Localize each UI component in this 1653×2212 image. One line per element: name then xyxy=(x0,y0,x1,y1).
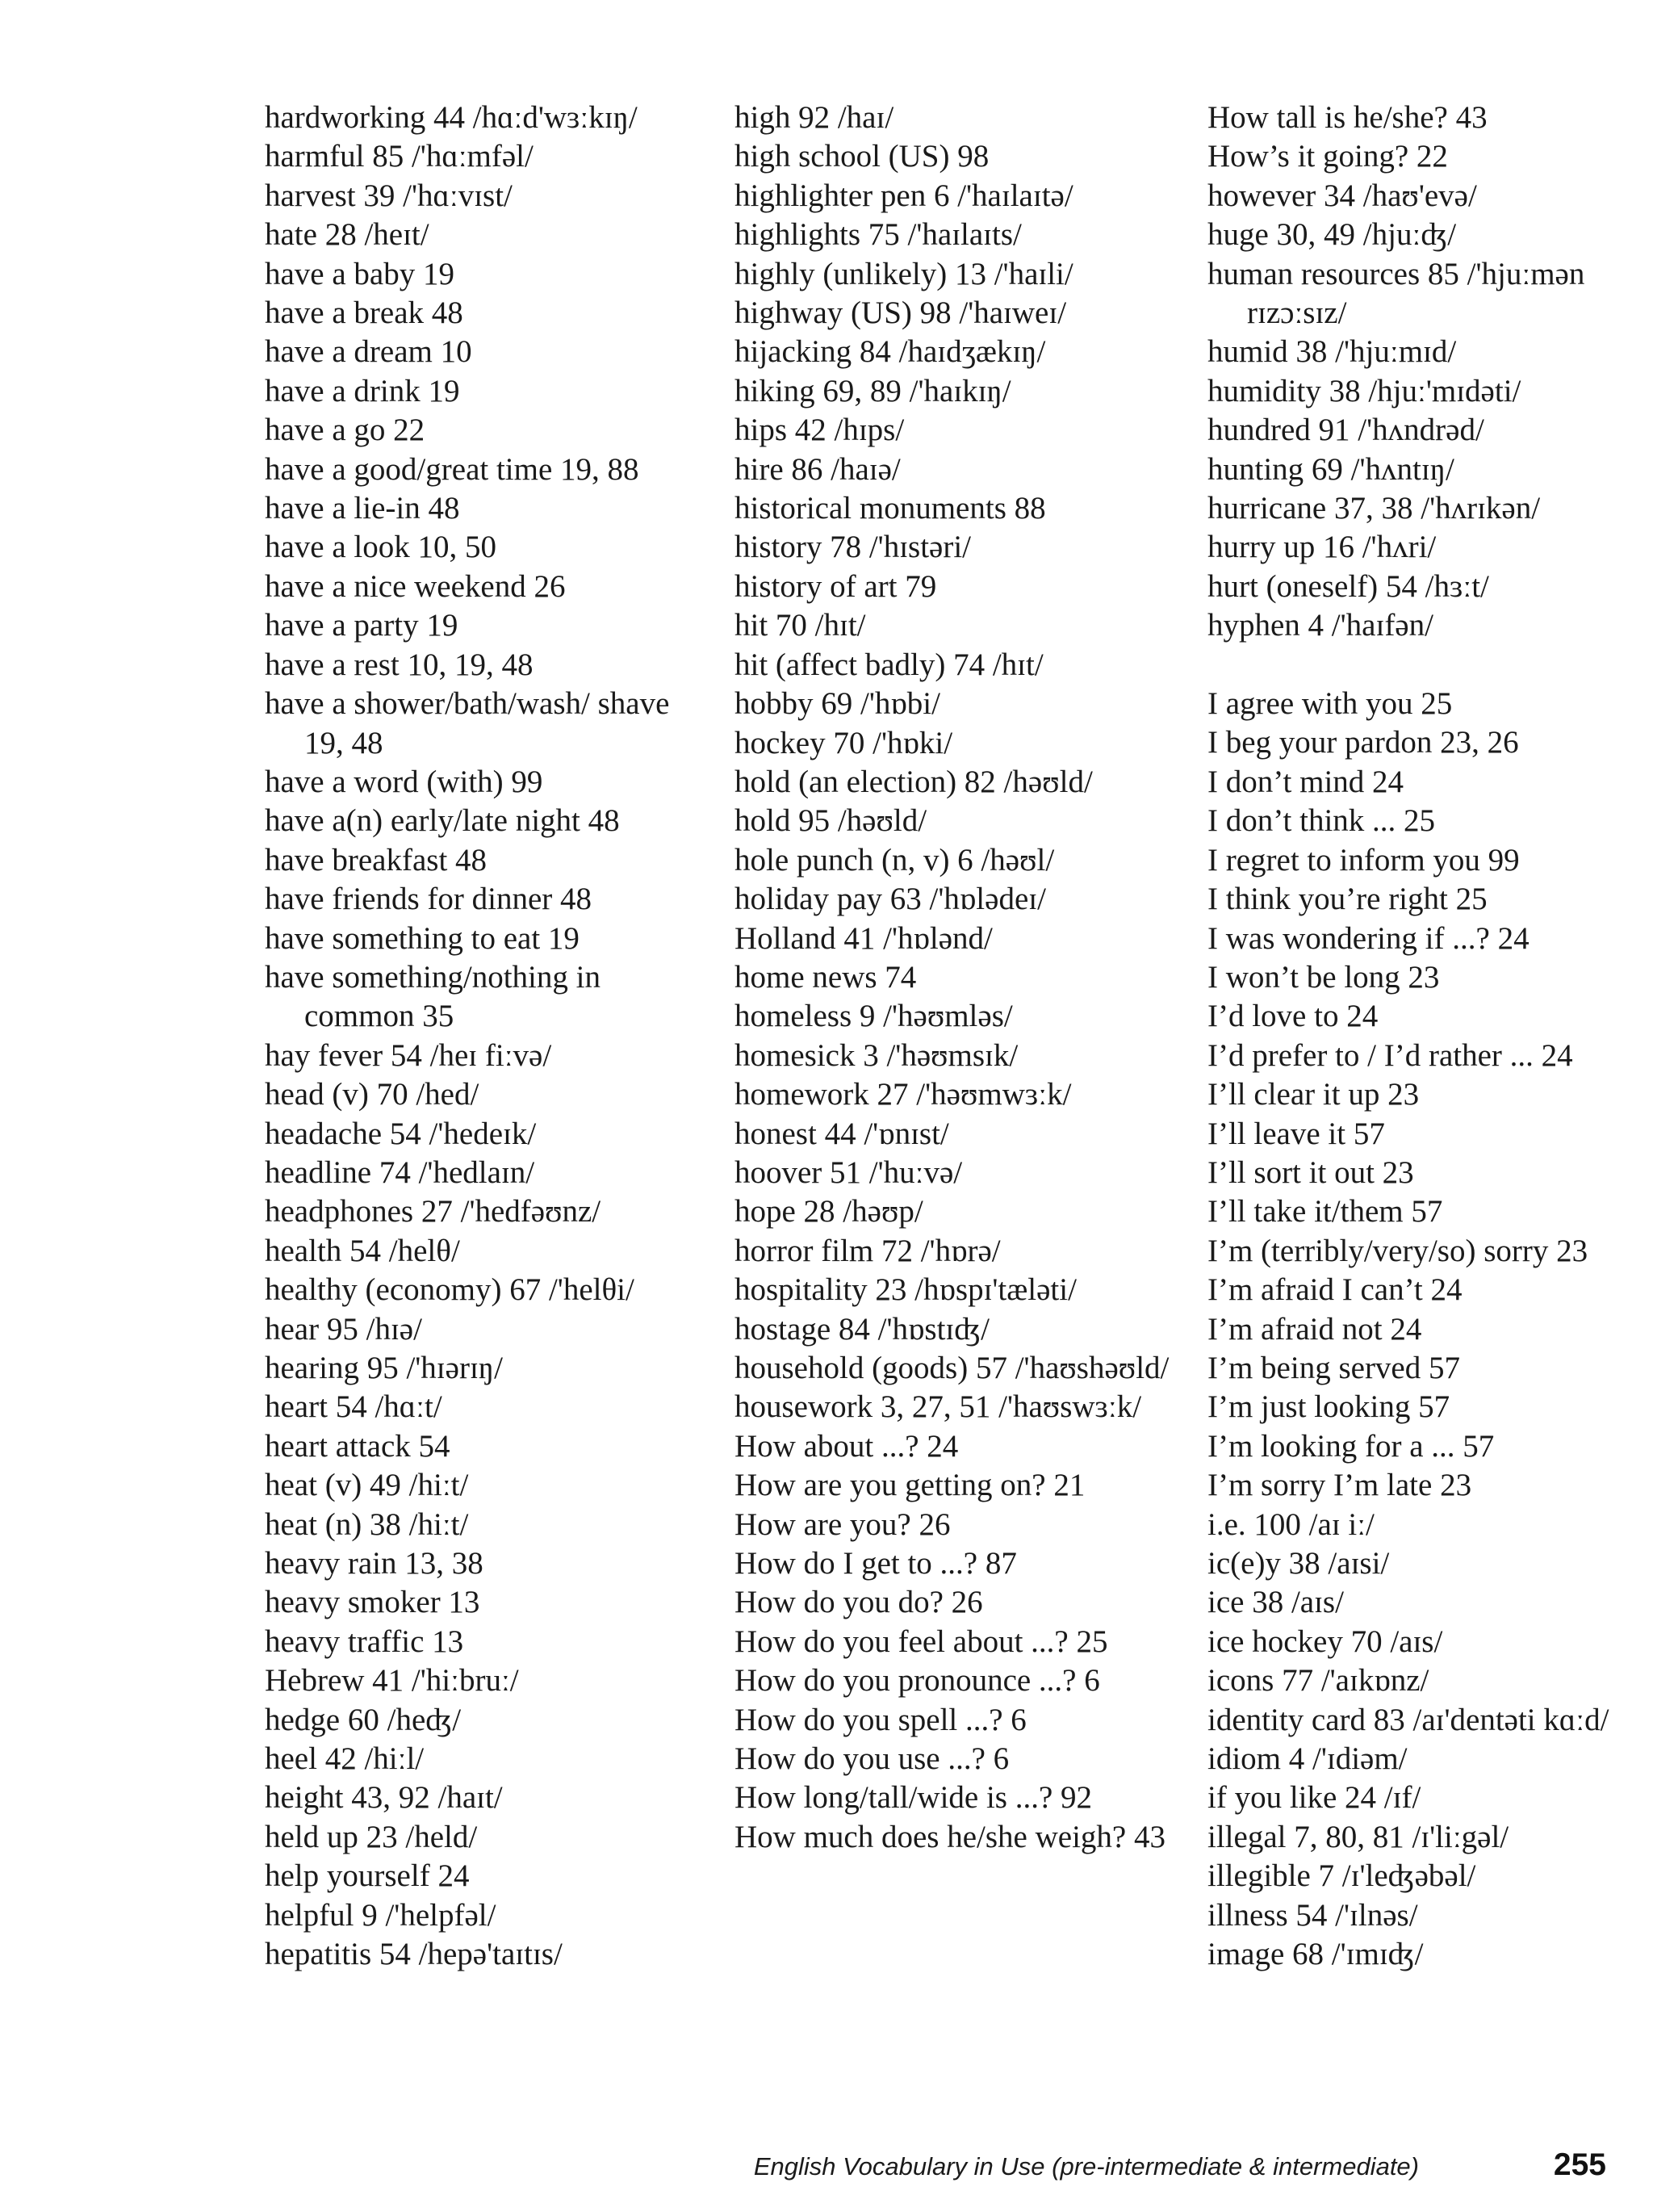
index-entry: ic(e)y 38 /aɪsi/ xyxy=(1207,1546,1390,1581)
index-entry: hay fever 54 /heɪ fiːvə/ xyxy=(265,1037,552,1073)
index-entry: How are you getting on? 21 xyxy=(734,1468,1086,1503)
index-entry: I’m (terribly/very/so) sorry 23 xyxy=(1207,1233,1588,1268)
index-entry: hundred 91 /'hʌndrəd/ xyxy=(1207,413,1484,448)
index-entry: I’m just looking 57 xyxy=(1207,1389,1450,1425)
index-entry: hyphen 4 /'haɪfən/ xyxy=(1207,608,1433,643)
index-entry: ice 38 /aɪs/ xyxy=(1207,1585,1344,1620)
index-entry: hepatitis 54 /hepə'taɪtɪs/ xyxy=(265,1937,563,1972)
index-entry: hiking 69, 89 /'haɪkɪŋ/ xyxy=(734,373,1011,408)
index-entry: holiday pay 63 /'hɒlədeɪ/ xyxy=(734,882,1046,917)
index-entry: high 92 /haɪ/ xyxy=(734,100,894,135)
index-entry: Holland 41 /'hɒlənd/ xyxy=(734,920,993,956)
index-entry: image 68 /'ɪmɪʤ/ xyxy=(1207,1937,1424,1972)
index-entry: How about ...? 24 xyxy=(734,1428,959,1464)
index-entry: I agree with you 25 xyxy=(1207,686,1453,722)
index-entry: help yourself 24 xyxy=(265,1858,470,1894)
index-entry: I’ll clear it up 23 xyxy=(1207,1077,1420,1112)
index-entry: identity card 83 /aɪ'dentəti kɑːd/ xyxy=(1207,1702,1609,1737)
index-entry: have a nice weekend 26 xyxy=(265,568,566,604)
index-entry: homework 27 /'həʊmwɜːk/ xyxy=(734,1077,1072,1112)
index-column-1 xyxy=(265,98,701,1975)
index-entry: height 43, 92 /haɪt/ xyxy=(265,1780,503,1816)
index-entry: How’s it going? 22 xyxy=(1207,139,1448,174)
index-entry: have a rest 10, 19, 48 xyxy=(265,647,534,682)
book-title: English Vocabulary in Use (pre-intermediate & intermediate) xyxy=(753,2152,1419,2181)
index-entry: hire 86 /haɪə/ xyxy=(734,451,901,487)
index-entry: have a lie-in 48 xyxy=(265,491,460,526)
index-entry: history 78 /'hɪstəri/ xyxy=(734,530,972,565)
index-entry: hold 95 /həʊld/ xyxy=(734,803,927,839)
index-entry: How do you use ...? 6 xyxy=(734,1741,1010,1777)
index-entry: hips 42 /hɪps/ xyxy=(734,413,905,448)
index-entry: hear 95 /hɪə/ xyxy=(265,1311,422,1347)
index-entry: harvest 39 /'hɑːvɪst/ xyxy=(265,178,513,213)
index-entry: heavy traffic 13 xyxy=(265,1623,464,1659)
index-entry: human resources 85 /'hjuːmən rɪzɔːsɪz/ xyxy=(1207,256,1585,331)
index-entry: history of art 79 xyxy=(734,568,937,604)
index-entry: I’m afraid not 24 xyxy=(1207,1311,1422,1347)
index-entry: headline 74 /'hedlaɪn/ xyxy=(265,1154,535,1190)
index-entry: heart 54 /hɑːt/ xyxy=(265,1389,442,1425)
index-entry: head (v) 70 /hed/ xyxy=(265,1077,479,1112)
index-entry: held up 23 /held/ xyxy=(265,1819,478,1854)
index-entry: hoover 51 /'huːvə/ xyxy=(734,1154,963,1190)
index-entry: heart attack 54 xyxy=(265,1428,450,1464)
index-entry: illness 54 /'ɪlnəs/ xyxy=(1207,1897,1418,1933)
index-entry: I think you’re right 25 xyxy=(1207,882,1488,917)
index-entry: have a break 48 xyxy=(265,295,463,331)
index-entry: have a drink 19 xyxy=(265,373,460,408)
index-entry: hockey 70 /'hɒki/ xyxy=(734,725,953,760)
index-entry: headphones 27 /'hedfəʊnz/ xyxy=(265,1194,601,1230)
index-entry: home news 74 xyxy=(734,959,917,995)
index-entry: helpful 9 /'helpfəl/ xyxy=(265,1897,496,1933)
index-entry: health 54 /helθ/ xyxy=(265,1233,460,1268)
index-entry: How much does he/she weigh? 43 xyxy=(734,1819,1165,1854)
index-entry: have a shower/bath/wash/ shave 19, 48 xyxy=(265,686,670,760)
index-entry: I was wondering if ...? 24 xyxy=(1207,920,1530,956)
page-number: 255 xyxy=(1553,2147,1606,2182)
index-entry: hijacking 84 /haɪdʒækɪŋ/ xyxy=(734,334,1046,370)
index-entry: have something to eat 19 xyxy=(265,920,580,956)
index-entry: illegible 7 /ɪ'leʤəbəl/ xyxy=(1207,1858,1476,1894)
index-column-2 xyxy=(734,98,1170,1857)
index-entry: harmful 85 /'hɑːmfəl/ xyxy=(265,139,534,174)
index-entry: hurricane 37, 38 /'hʌrɪkən/ xyxy=(1207,491,1541,526)
index-entry: highlighter pen 6 /'haɪlaɪtə/ xyxy=(734,178,1073,213)
index-entry: household (goods) 57 /'haʊshəʊld/ xyxy=(734,1351,1170,1385)
index-entry: icons 77 /'aɪkɒnz/ xyxy=(1207,1663,1429,1699)
index-entry: illegal 7, 80, 81 /ɪ'liːgəl/ xyxy=(1207,1819,1509,1854)
index-entry: How long/tall/wide is ...? 92 xyxy=(734,1780,1093,1816)
index-entry: I’d love to 24 xyxy=(1207,999,1379,1034)
index-entry: have a party 19 xyxy=(265,608,458,643)
index-entry: have a word (with) 99 xyxy=(265,764,543,799)
index-entry: homeless 9 /'həʊmləs/ xyxy=(734,999,1013,1034)
index-entry: hole punch (n, v) 6 /həʊl/ xyxy=(734,842,1055,878)
index-entry: hedge 60 /heʤ/ xyxy=(265,1702,462,1737)
index-entry: housework 3, 27, 51 /'haʊswɜːk/ xyxy=(734,1389,1142,1425)
index-entry: I beg your pardon 23, 26 xyxy=(1207,725,1519,760)
index-entry: I’d prefer to / I’d rather ... 24 xyxy=(1207,1037,1573,1073)
index-entry: heavy rain 13, 38 xyxy=(265,1546,483,1581)
index-entry: How are you? 26 xyxy=(734,1506,951,1542)
index-entry: honest 44 /'ɒnɪst/ xyxy=(734,1116,949,1151)
index-entry: I don’t think ... 25 xyxy=(1207,803,1436,839)
index-entry: highway (US) 98 /'haɪweɪ/ xyxy=(734,295,1067,331)
index-entry: ice hockey 70 /aɪs/ xyxy=(1207,1623,1443,1659)
index-entry: hardworking 44 /hɑːd'wɜːkɪŋ/ xyxy=(265,100,638,135)
index-entry: Hebrew 41 /'hiːbruː/ xyxy=(265,1663,519,1699)
index-entry: have a go 22 xyxy=(265,413,425,448)
index-entry: highlights 75 /'haɪlaɪts/ xyxy=(734,217,1022,253)
index-entry: have friends for dinner 48 xyxy=(265,882,592,917)
index-entry: hold (an election) 82 /həʊld/ xyxy=(734,764,1093,799)
index-entry: How tall is he/she? 43 xyxy=(1207,100,1488,135)
index-entry: healthy (economy) 67 /'helθi/ xyxy=(265,1272,634,1308)
index-entry: have a baby 19 xyxy=(265,256,454,291)
index-entry: hope 28 /həʊp/ xyxy=(734,1194,923,1230)
index-entry: I’m afraid I can’t 24 xyxy=(1207,1272,1463,1308)
index-entry: idiom 4 /'ɪdiəm/ xyxy=(1207,1741,1408,1777)
index-entry: heel 42 /hiːl/ xyxy=(265,1741,425,1777)
index-entry: however 34 /haʊ'evə/ xyxy=(1207,178,1477,213)
index-entry: have a(n) early/late night 48 xyxy=(265,803,620,839)
index-entry: I’ll sort it out 23 xyxy=(1207,1154,1414,1190)
index-entry: How do you pronounce ...? 6 xyxy=(734,1663,1100,1699)
index-entry: How do you spell ...? 6 xyxy=(734,1702,1027,1737)
index-entry: hobby 69 /'hɒbi/ xyxy=(734,686,940,722)
index-entry: heat (n) 38 /hiːt/ xyxy=(265,1506,469,1542)
index-entry: hostage 84 /'hɒstɪʤ/ xyxy=(734,1311,990,1347)
index-entry: I’m sorry I’m late 23 xyxy=(1207,1468,1472,1503)
index-entry: I’ll leave it 57 xyxy=(1207,1116,1385,1151)
index-entry: high school (US) 98 xyxy=(734,139,990,174)
index-entry: have breakfast 48 xyxy=(265,842,488,878)
index-entry: hit (affect badly) 74 /hɪt/ xyxy=(734,647,1044,682)
index-entry: How do you do? 26 xyxy=(734,1585,983,1620)
index-entry: hit 70 /hɪt/ xyxy=(734,608,866,643)
section-gap xyxy=(1207,646,1643,685)
index-entry: I regret to inform you 99 xyxy=(1207,842,1520,878)
index-entry: have a look 10, 50 xyxy=(265,530,497,565)
index-entry: heavy smoker 13 xyxy=(265,1585,480,1620)
index-entry: highly (unlikely) 13 /'haɪli/ xyxy=(734,256,1073,291)
index-entry: I’m being served 57 xyxy=(1207,1350,1460,1385)
index-entry: hurt (oneself) 54 /hɜːt/ xyxy=(1207,568,1489,604)
index-entry: homesick 3 /'həʊmsɪk/ xyxy=(734,1037,1019,1073)
index-entry: hospitality 23 /hɒspɪ'tæləti/ xyxy=(734,1272,1077,1308)
index-entry: How do I get to ...? 87 xyxy=(734,1546,1017,1581)
index-entry: horror film 72 /'hɒrə/ xyxy=(734,1233,1001,1268)
index-entry: humidity 38 /hjuː'mɪdəti/ xyxy=(1207,373,1521,408)
index-entry: have a good/great time 19, 88 xyxy=(265,451,639,487)
index-entry: hearing 95 /'hɪərɪŋ/ xyxy=(265,1351,503,1385)
index-entry: humid 38 /'hjuːmɪd/ xyxy=(1207,334,1457,370)
index-entry: I won’t be long 23 xyxy=(1207,959,1440,995)
index-entry: if you like 24 /ɪf/ xyxy=(1207,1780,1421,1816)
index-entry: How do you feel about ...? 25 xyxy=(734,1623,1108,1659)
index-entry: heat (v) 49 /hiːt/ xyxy=(265,1468,469,1503)
index-entry: i.e. 100 /aɪ iː/ xyxy=(1207,1506,1375,1542)
index-entry: hunting 69 /'hʌntɪŋ/ xyxy=(1207,451,1454,487)
index-column-3 xyxy=(1207,98,1643,1974)
index-entry: headache 54 /'hedeɪk/ xyxy=(265,1116,537,1151)
index-entry: have a dream 10 xyxy=(265,334,472,370)
index-entry: hurry up 16 /'hʌri/ xyxy=(1207,530,1437,565)
index-entry: historical monuments 88 xyxy=(734,491,1046,526)
index-entry: hate 28 /heɪt/ xyxy=(265,217,429,253)
page-footer xyxy=(0,2147,1653,2196)
index-entry: I’m looking for a ... 57 xyxy=(1207,1428,1495,1464)
index-entry: I’ll take it/them 57 xyxy=(1207,1194,1443,1230)
index-entry: huge 30, 49 /hjuːʤ/ xyxy=(1207,217,1457,253)
index-entry: I don’t mind 24 xyxy=(1207,764,1404,799)
index-entry: have something/nothing in common 35 xyxy=(265,959,601,1034)
